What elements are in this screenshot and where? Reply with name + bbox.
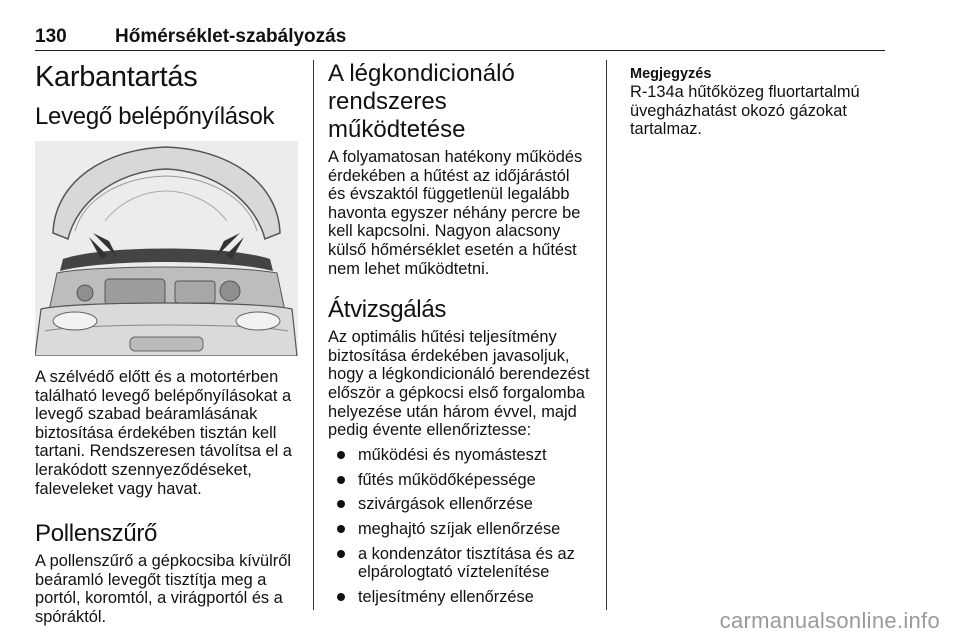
- car-hood-open-illustration: [35, 141, 298, 356]
- ac-operation-title: A légkondicionáló rendszeres működtetése: [328, 60, 515, 143]
- bullet-icon: [337, 451, 345, 459]
- column-divider: [313, 60, 314, 610]
- list-item: meghajtó szíjak ellenőrzése: [328, 520, 590, 539]
- list-item: fűtés működőképessége: [328, 471, 590, 490]
- section-title: Karbantartás: [35, 61, 198, 93]
- list-item: szivárgások ellenőrzése: [328, 495, 590, 514]
- pollen-filter-title: Pollenszűrő: [35, 520, 158, 548]
- note-title: Megjegyzés: [630, 66, 712, 82]
- ac-operation-paragraph: A folyamatosan hatékony működés érdekében a hűtést az időjárástól és évszaktól függetlenül legalább havonta egyszer néhány percre be kell kapcsolni. Nagyon alacsony külső hőmérséklet esetén a hűtést nem lehet működtetni.: [328, 148, 583, 278]
- bullet-icon: [337, 476, 345, 484]
- list-item: működési és nyomásteszt: [328, 446, 590, 465]
- air-inlets-paragraph: A szélvédő előtt és a motortérben található levegő belépőnyílásokat a levegő szabad beáramlásának biztosítása érdekében tisztán kell tartani. Rendszeresen távolítsa el a lerakódott szennyeződéseket, faleveleket vagy havat.: [35, 368, 292, 498]
- inspection-list: [328, 446, 590, 607]
- column-divider: [606, 60, 607, 610]
- bullet-icon: [337, 500, 345, 508]
- inspection-paragraph: Az optimális hűtési teljesítmény biztosítása érdekében javasoljuk, hogy a légkondicionáló berendezést először a gépkocsi első forgalomba helyezése után három évvel, majd pedig évente ellenőriztesse:: [328, 328, 590, 440]
- running-title: Hőmérséklet-szabályozás: [115, 26, 347, 47]
- note-text: R-134a hűtőközeg fluortartalmú üvegházhatást okozó gázokat tartalmaz.: [630, 83, 860, 139]
- bullet-icon: [337, 525, 345, 533]
- page-number: 130: [35, 26, 67, 47]
- column-middle: [328, 60, 590, 613]
- column-right: [630, 66, 885, 139]
- air-inlets-title: Levegő belépőnyílások: [35, 103, 275, 130]
- watermark: carmanualsonline.info: [719, 608, 940, 633]
- page-header: [35, 22, 885, 51]
- inspection-title: Átvizsgálás: [328, 296, 447, 324]
- bullet-icon: [337, 593, 345, 601]
- bullet-icon: [337, 550, 345, 558]
- list-item: a kondenzátor tisztítása és az elpárologtató víztelenítése: [328, 545, 590, 582]
- pollen-filter-paragraph: A pollenszűrő a gépkocsiba kívülről beáramló levegőt tisztítja meg a portól, koromtól, a virágportól és a spóráktól.: [35, 552, 292, 626]
- list-item: teljesítmény ellenőrzése: [328, 588, 590, 607]
- column-left: [35, 60, 300, 627]
